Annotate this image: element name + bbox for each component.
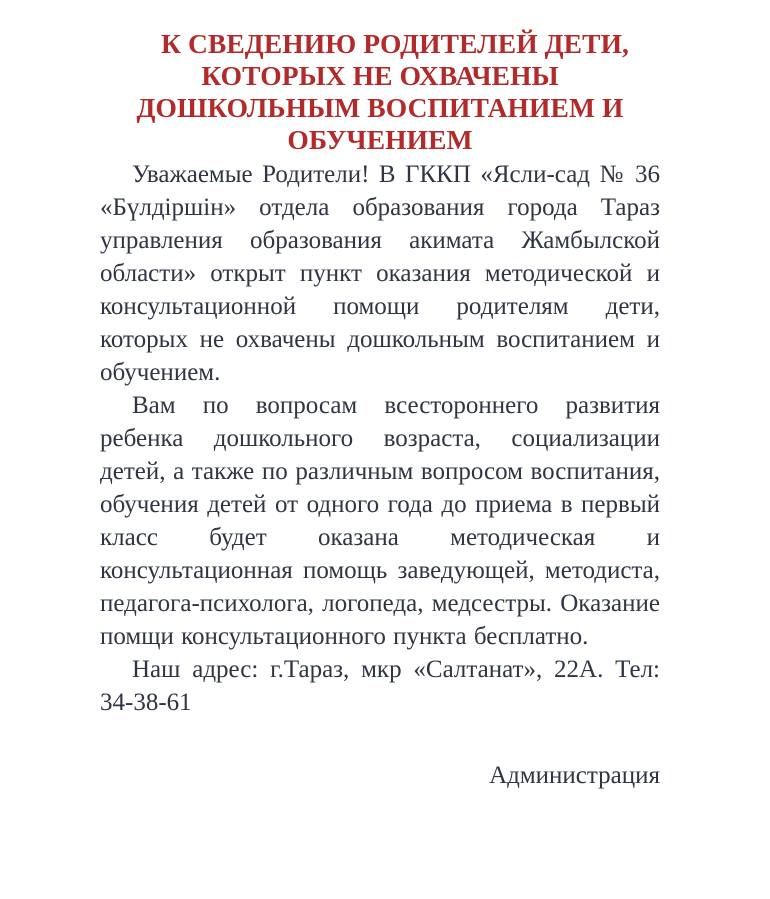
signature: Администрация (489, 762, 660, 789)
notice-title (100, 28, 660, 156)
title-line: ОБУЧЕНИЕМ (287, 124, 473, 155)
title-line: К СВЕДЕНИЮ РОДИТЕЛЕЙ ДЕТИ, (160, 28, 630, 59)
title-line: КОТОРЫХ НЕ ОХВАЧЕНЫ (201, 60, 559, 91)
address-paragraph: Наш адрес: г.Тараз, мкр «Салтанат», 22А. Тел: 34-38-61 (100, 656, 660, 716)
title-line: ДОШКОЛЬНЫМ ВОСПИТАНИЕМ И (136, 92, 624, 123)
services-paragraph: Вам по вопросам всестороннего развития ребенка дошкольного возраста, социализации детей, а также по различным вопросом воспитания, обучения детей от одного года до приема в первый класс будет оказана методическая и консультационная помощь заведующей, методиста, педагога-психолога, логопеда, медсестры. Оказание помщи консультационного пункта бесплатно. (100, 392, 660, 650)
greeting-paragraph: Уважаемые Родители! В ГККП «Ясли-сад № 36 «Бүлдіршін» отдела образования города Тараз управления образования акимата Жамбылской области» открыт пункт оказания методической и консультационной помощи родителям дети, которых не охвачены дошкольным воспитанием и обучением. (100, 161, 660, 386)
